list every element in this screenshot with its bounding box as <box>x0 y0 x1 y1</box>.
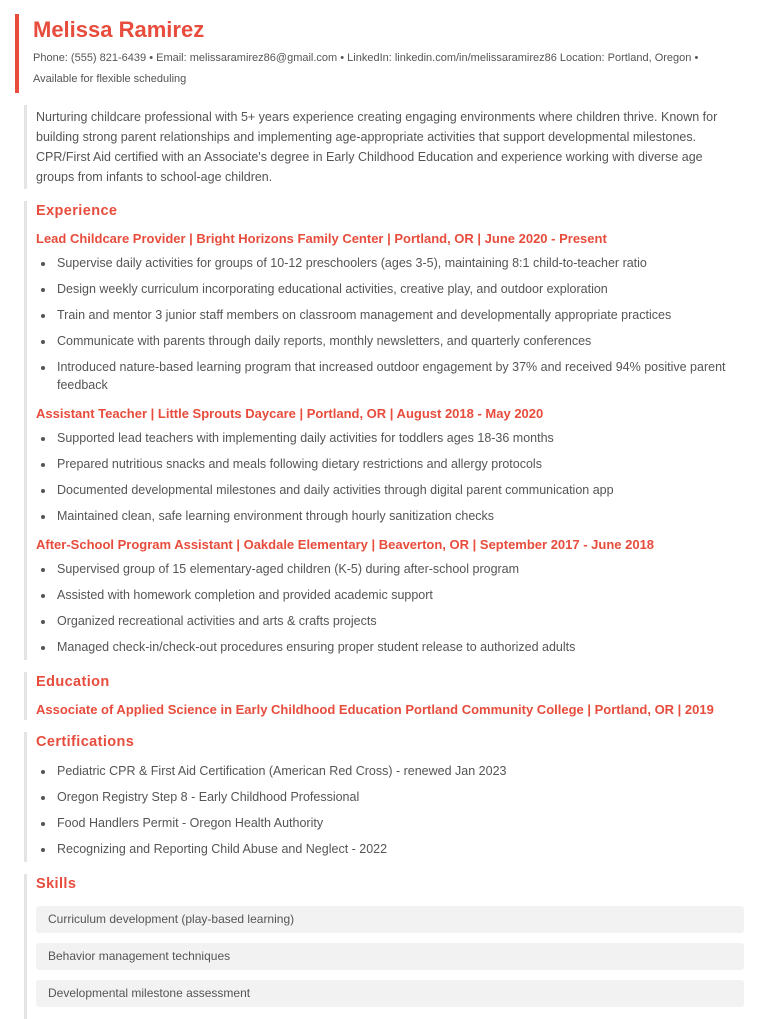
experience-heading: Experience <box>36 203 118 219</box>
summary-text: Nurturing childcare professional with 5+ years experience creating engaging environments where children thrive. Known for building strong parent relationships and implementing age-appropriate activities that support developmental milestones. CPR/First Aid certified with an Associate's degree in Early Childhood Education and experience working with diverse age groups from infants to school-age children. <box>36 110 718 184</box>
summary-section <box>24 105 744 189</box>
skills-list <box>36 906 744 1007</box>
skill-bar: Developmental milestone assessment <box>36 980 744 1007</box>
job-title: After-School Program Assistant | Oakdale Elementary | Beaverton, OR | September 2017 - June 2018 <box>36 537 655 552</box>
certification-item: • Oregon Registry Step 8 - Early Childhood Professional <box>55 788 744 806</box>
bullet-item: • Maintained clean, safe learning environment through hourly sanitization checks <box>55 507 744 525</box>
job-bullet-list <box>36 429 744 525</box>
job-title: Lead Childcare Provider | Bright Horizons Family Center | Portland, OR | June 2020 - Present <box>36 231 607 246</box>
bullet-item: • Train and mentor 3 junior staff members on classroom management and developmentally appropriate practices <box>55 306 744 324</box>
certifications-section <box>24 732 744 862</box>
job-entry <box>36 231 744 394</box>
skills-section <box>24 874 744 1019</box>
job-bullet-list <box>36 560 744 656</box>
bullet-item: • Organized recreational activities and arts & crafts projects <box>55 612 744 630</box>
education-section <box>24 672 744 720</box>
certification-item: • Recognizing and Reporting Child Abuse and Neglect - 2022 <box>55 840 744 858</box>
bullet-item: • Assisted with homework completion and provided academic support <box>55 586 744 604</box>
bullet-item: • Supported lead teachers with implementing daily activities for toddlers ages 18-36 months <box>55 429 744 447</box>
experience-section <box>24 201 744 660</box>
skill-bar: Behavior management techniques <box>36 943 744 970</box>
certifications-heading: Certifications <box>36 734 135 750</box>
contact-line: Phone: (555) 821-6439 • Email: melissaramirez86@gmail.com • LinkedIn: linkedin.com/in/melissaramirez86 Location: Portland, Oregon • Available for flexible scheduling <box>33 52 699 85</box>
certifications-list <box>36 762 744 858</box>
bullet-item: • Introduced nature-based learning program that increased outdoor engagement by 37% and received 94% positive parent feedback <box>55 358 744 394</box>
resume-header <box>15 14 744 93</box>
bullet-item: • Communicate with parents through daily reports, monthly newsletters, and quarterly conferences <box>55 332 744 350</box>
bullet-item: • Design weekly curriculum incorporating educational activities, creative play, and outdoor exploration <box>55 280 744 298</box>
certification-item: • Food Handlers Permit - Oregon Health Authority <box>55 814 744 832</box>
bullet-item: • Documented developmental milestones and daily activities through digital parent communication app <box>55 481 744 499</box>
education-heading: Education <box>36 674 110 690</box>
page-title: Melissa Ramirez <box>33 17 205 42</box>
job-bullet-list <box>36 254 744 394</box>
bullet-item: • Prepared nutritious snacks and meals following dietary restrictions and allergy protocols <box>55 455 744 473</box>
job-entry <box>36 406 744 525</box>
degree-line: Associate of Applied Science in Early Childhood Education Portland Community College | Portland, OR | 2019 <box>36 702 714 717</box>
job-entry <box>36 537 744 656</box>
bullet-item: • Supervise daily activities for groups of 10-12 preschoolers (ages 3-5), maintaining 8:1 child-to-teacher ratio <box>55 254 744 272</box>
skill-bar: Curriculum development (play-based learning) <box>36 906 744 933</box>
certification-item: • Pediatric CPR & First Aid Certification (American Red Cross) - renewed Jan 2023 <box>55 762 744 780</box>
job-title: Assistant Teacher | Little Sprouts Daycare | Portland, OR | August 2018 - May 2020 <box>36 406 544 421</box>
bullet-item: • Managed check-in/check-out procedures ensuring proper student release to authorized adults <box>55 638 744 656</box>
bullet-item: • Supervised group of 15 elementary-aged children (K-5) during after-school program <box>55 560 744 578</box>
skills-heading: Skills <box>36 876 77 892</box>
